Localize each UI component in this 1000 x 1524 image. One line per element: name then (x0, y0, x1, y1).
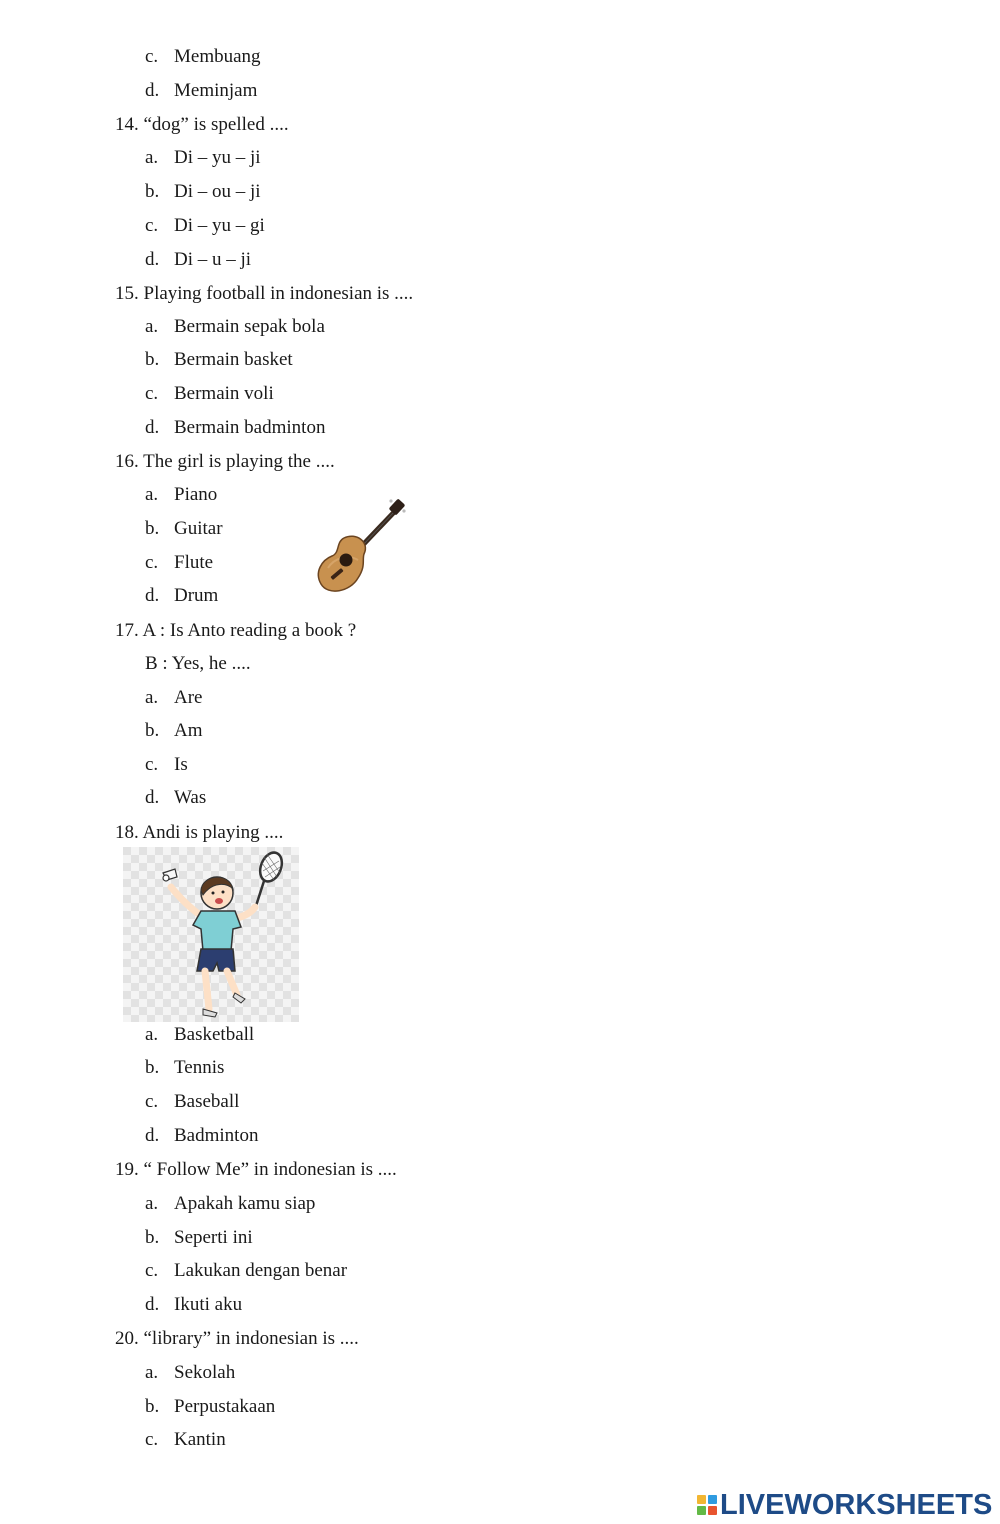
question-number: 15. (115, 283, 139, 304)
q15-option-a[interactable] (145, 316, 325, 338)
q20-option-a[interactable] (145, 1362, 235, 1384)
option-letter: c. (145, 552, 159, 573)
guitar-illustration (314, 498, 406, 600)
q19-option-d[interactable] (145, 1294, 242, 1316)
question-number: 16. (115, 451, 139, 472)
option-text: Are (174, 687, 203, 708)
option-letter: c. (145, 383, 159, 404)
option-text: Di – yu – ji (174, 147, 261, 168)
option-letter: c. (145, 1091, 159, 1112)
option-letter: d. (145, 80, 160, 101)
q15-option-b[interactable] (145, 349, 293, 371)
q14-option-a[interactable] (145, 147, 261, 169)
option-text: Flute (174, 552, 214, 573)
option-letter: c. (145, 754, 159, 775)
option-letter: a. (145, 687, 159, 708)
option-letter: b. (145, 720, 160, 741)
q14-option-c[interactable] (145, 215, 265, 237)
question-16 (115, 451, 335, 473)
q19-option-a[interactable] (145, 1193, 315, 1215)
q19-option-c[interactable] (145, 1260, 347, 1282)
badminton-boy-illustration (123, 847, 299, 1022)
question-prompt: “library” in indonesian is .... (143, 1328, 359, 1349)
q16-option-b[interactable] (145, 518, 223, 540)
question-15 (115, 283, 413, 305)
brand-name: LIVEWORKSHEETS (720, 1488, 993, 1521)
option-text: Baseball (174, 1091, 240, 1112)
option-c-previous[interactable] (145, 46, 261, 68)
option-text: Di – ou – ji (174, 181, 261, 202)
question-prompt: “ Follow Me” in indonesian is .... (143, 1159, 397, 1180)
option-letter: b. (145, 1227, 160, 1248)
option-text: Apakah kamu siap (174, 1193, 316, 1214)
q20-option-b[interactable] (145, 1396, 275, 1418)
option-letter: b. (145, 518, 160, 539)
q19-option-b[interactable] (145, 1227, 253, 1249)
option-letter: d. (145, 417, 160, 438)
option-letter: b. (145, 349, 160, 370)
option-text: Di – yu – gi (174, 215, 265, 236)
liveworksheets-logo[interactable] (697, 1488, 992, 1522)
option-letter: d. (145, 1125, 160, 1146)
option-text: Seperti ini (174, 1227, 253, 1248)
question-19 (115, 1159, 397, 1181)
q14-option-d[interactable] (145, 249, 251, 271)
logo-icon (697, 1495, 717, 1515)
option-text: Drum (174, 585, 219, 606)
question-number: 17. (115, 620, 139, 641)
option-text: Bermain basket (174, 349, 293, 370)
option-letter: c. (145, 1260, 159, 1281)
option-letter: d. (145, 1294, 160, 1315)
option-letter: b. (145, 1396, 160, 1417)
option-letter: c. (145, 1429, 159, 1450)
option-text: Membuang (174, 46, 261, 67)
option-text: Ikuti aku (174, 1294, 243, 1315)
option-letter: a. (145, 484, 159, 505)
q16-option-a[interactable] (145, 484, 217, 506)
q18-option-c[interactable] (145, 1091, 239, 1113)
option-text: Kantin (174, 1429, 226, 1450)
option-d-previous[interactable] (145, 80, 257, 102)
q15-option-c[interactable] (145, 383, 274, 405)
question-prompt: “dog” is spelled .... (143, 114, 289, 135)
option-text: Guitar (174, 518, 223, 539)
question-prompt: The girl is playing the .... (143, 451, 335, 472)
question-prompt: Andi is playing .... (142, 822, 284, 843)
option-text: Is (174, 754, 188, 775)
option-letter: a. (145, 1362, 159, 1383)
question-20 (115, 1328, 359, 1350)
question-17 (115, 620, 356, 642)
option-text: Sekolah (174, 1362, 236, 1383)
option-letter: d. (145, 249, 160, 270)
q20-option-c[interactable] (145, 1429, 226, 1451)
option-letter: b. (145, 1057, 160, 1078)
option-text: Badminton (174, 1125, 259, 1146)
option-text: Basketball (174, 1024, 255, 1045)
q18-option-d[interactable] (145, 1125, 258, 1147)
q17-option-b[interactable] (145, 720, 203, 742)
q18-option-b[interactable] (145, 1057, 224, 1079)
option-text: Perpustakaan (174, 1396, 276, 1417)
option-text: Bermain sepak bola (174, 316, 325, 337)
question-14 (115, 114, 289, 136)
option-text: Bermain voli (174, 383, 274, 404)
option-letter: a. (145, 147, 159, 168)
option-text: Di – u – ji (174, 249, 252, 270)
option-letter: c. (145, 46, 159, 67)
option-text: Tennis (174, 1057, 225, 1078)
q17-option-c[interactable] (145, 754, 188, 776)
question-number: 20. (115, 1328, 139, 1349)
option-letter: a. (145, 1024, 159, 1045)
option-text: Lakukan dengan benar (174, 1260, 348, 1281)
option-text: Meminjam (174, 80, 258, 101)
question-number: 14. (115, 114, 139, 135)
option-letter: d. (145, 585, 160, 606)
question-number: 19. (115, 1159, 139, 1180)
option-letter: a. (145, 1193, 159, 1214)
question-18 (115, 822, 283, 844)
option-text: Was (174, 787, 207, 808)
q16-option-c[interactable] (145, 552, 213, 574)
q15-option-d[interactable] (145, 417, 325, 439)
option-text: Piano (174, 484, 218, 505)
question-prompt: A : Is Anto reading a book ? (142, 620, 357, 641)
q16-option-d[interactable] (145, 585, 218, 607)
option-letter: a. (145, 316, 159, 337)
option-text: Am (174, 720, 203, 741)
option-letter: b. (145, 181, 160, 202)
option-letter: c. (145, 215, 159, 236)
q18-option-a[interactable] (145, 1024, 254, 1046)
question-prompt: Playing football in indonesian is .... (143, 283, 414, 304)
question-17-line2: B : Yes, he .... (145, 653, 251, 674)
option-text: Bermain badminton (174, 417, 326, 438)
q17-option-a[interactable] (145, 687, 202, 709)
option-letter: d. (145, 787, 160, 808)
q17-option-d[interactable] (145, 787, 206, 809)
question-number: 18. (115, 822, 139, 843)
q14-option-b[interactable] (145, 181, 261, 203)
